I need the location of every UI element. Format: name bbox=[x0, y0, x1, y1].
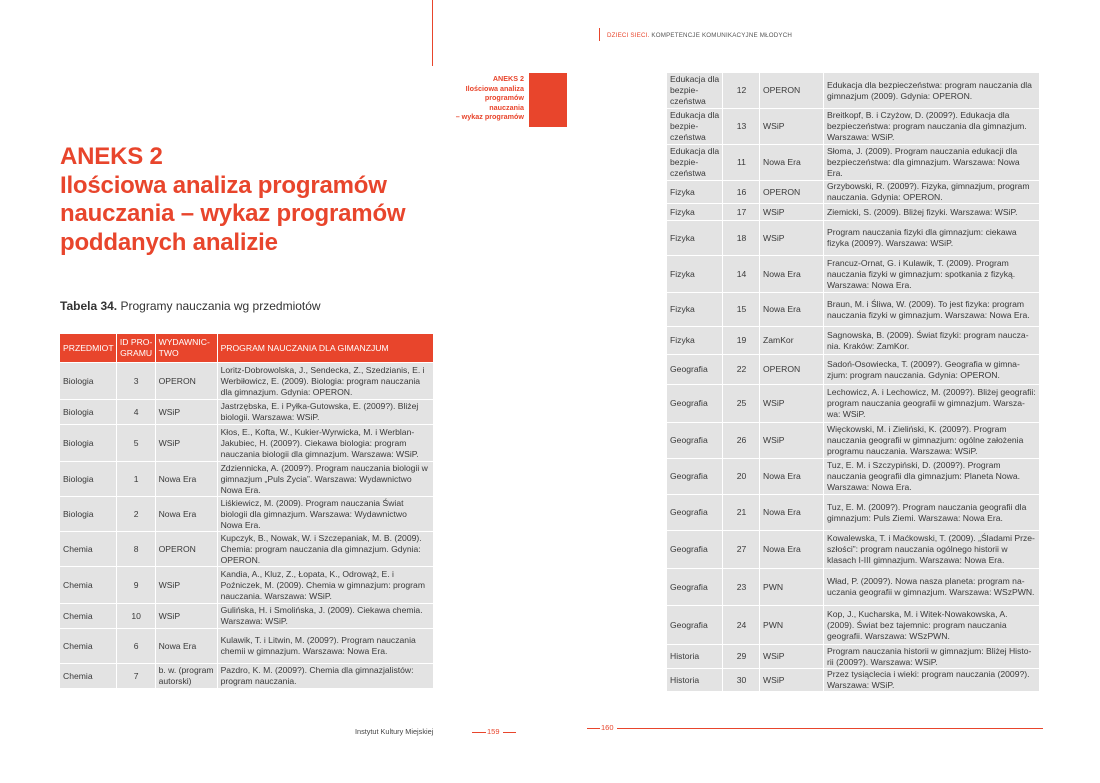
table-row: Biologia 5 WSiP Kłos, E., Kofta, W., Kukier-Wyrwicka, M. i Werblan-Jakubiec, H. (2009?). Ciekawa biologia: program nauczania biologii dla gimnazjum. Warszawa: WSiP. bbox=[60, 425, 434, 462]
table-row: Biologia 4 WSiP Jastrzębska, E. i Pyłka-Gutowska, E. (2009?). Bliżej biologii. Warszawa: WSiP. bbox=[60, 400, 434, 425]
red-marker-block bbox=[529, 73, 567, 127]
table-row: Chemia 8 OPERON Kupczyk, B., Nowak, W. i Szczepaniak, M. B. (2009). Chemia: program nauczania dla gimnazjum. Gdynia: OPERON. bbox=[60, 532, 434, 567]
table-row: Fizyka 16 OPERON Grzybowski, R. (2009?). Fizyka, gimnazjum, program nauczania. Gdynia: OPERON. bbox=[667, 181, 1040, 204]
running-head-rule bbox=[599, 28, 600, 41]
running-head-subtitle: KOMPETENCJE KOMUNIKACYJNE MŁODYCH bbox=[651, 32, 793, 39]
table-row: Edukacja dla bezpie-czeństwa 13 WSiP Breitkopf, B. i Czyżow, D. (2009?). Edukacja dla bezpieczeństwa: program nauczania dla gimnazjum. Warszawa: WSiP. bbox=[667, 109, 1040, 145]
table-row: Fizyka 17 WSiP Ziemicki, S. (2009). Bliżej fizyki. Warszawa: WSiP. bbox=[667, 204, 1040, 221]
table-row: Historia 30 WSiP Przez tysiąclecia i wieki: program nauczania (2009?). Warszawa: WSiP. bbox=[667, 669, 1040, 692]
table-row: Fizyka 14 Nowa Era Francuz-Ornat, G. i Kulawik, T. (2009). Program nauczania fizyki w gimnazjum: spotkania z fizyką. Warszawa: Nowa Era. bbox=[667, 256, 1040, 293]
footer-rule-right-b bbox=[617, 728, 1043, 729]
running-head-title: DZIECI SIECI bbox=[607, 32, 648, 39]
table-row: Geografia 20 Nowa Era Tuz, E. M. i Szczypiński, D. (2009?). Program nauczania geografii dla gimnazjum: Planeta Nowa. Warszawa: Nowa Era. bbox=[667, 459, 1040, 495]
table-row: Geografia 24 PWN Kop, J., Kucharska, M. i Witek-Nowakowska, A. (2009). Świat bez tajemnic: program nauczania geografii. Warszawa: WSzPWN. bbox=[667, 606, 1040, 645]
programs-table-left bbox=[60, 334, 434, 689]
table-row: Geografia 21 Nowa Era Tuz, E. M. (2009?). Program nauczania geografii dla gimnazjum: Puls Ziemi. Warszawa: Nowa Era. bbox=[667, 495, 1040, 531]
footer-institute: Instytut Kultury Miejskiej bbox=[355, 727, 434, 736]
column-header-subject: PRZEDMIOT bbox=[60, 334, 117, 363]
running-head: DZIECI SIECI. KOMPETENCJE KOMUNIKACYJNE MŁODYCH bbox=[607, 32, 793, 39]
footer-rule-left-b bbox=[503, 732, 516, 733]
aneks-sidebar-label: ANEKS 2 Ilościowa analiza programów nauczania – wykaz programów bbox=[455, 74, 524, 121]
page-number-left: 159 bbox=[487, 727, 500, 736]
table-row: Geografia 25 WSiP Lechowicz, A. i Lechowicz, M. (2009?). Bliżej geografii: program nauczania geografii w gimnazjum. Warsza-wa: WSiP. bbox=[667, 385, 1040, 423]
programs-table-right bbox=[667, 73, 1040, 692]
table-row: Geografia 27 Nowa Era Kowalewska, T. i Maćkowski, T. (2009). „Śladami Prze-szłości”: program nauczania ogólnego historii w klasach I-III gimnazjum. Warszawa: Nowa Era. bbox=[667, 531, 1040, 569]
table-row: Historia 29 WSiP Program nauczania historii w gimnazjum: Bliżej Histo-rii (2009?). Warszawa: WSiP. bbox=[667, 645, 1040, 669]
table-row: Chemia 7 b. w. (program autorski) Pazdro, K. M. (2009?). Chemia dla gimnazjalistów: program nauczania. bbox=[60, 664, 434, 689]
table-row: Fizyka 18 WSiP Program nauczania fizyki dla gimnazjum: ciekawa fizyka (2009?). Warszawa: WSiP. bbox=[667, 221, 1040, 256]
table-row: Fizyka 19 ZamKor Sagnowska, B. (2009). Świat fizyki: program naucza-nia. Kraków: ZamKor. bbox=[667, 327, 1040, 355]
table-row: Fizyka 15 Nowa Era Braun, M. i Śliwa, W. (2009). To jest fizyka: program nauczania fizyki w gimnazjum. Warszawa: Nowa Era. bbox=[667, 293, 1040, 327]
table-row: Edukacja dla bezpie-czeństwa 12 OPERON Edukacja dla bezpieczeństwa: program nauczania dla gimnazjum (2009). Gdynia: OPERON. bbox=[667, 73, 1040, 109]
page-title: ANEKS 2 Ilościowa analiza programów nauczania – wykaz programów poddanych analizie bbox=[60, 143, 406, 256]
column-header-program: PROGRAM NAUCZANIA DLA GIMANZJUM bbox=[218, 334, 434, 363]
table-row: Biologia 2 Nowa Era Liśkiewicz, M. (2009). Program nauczania Świat biologii dla gimnazjum. Warszawa: Wydawnictwo Nowa Era. bbox=[60, 497, 434, 532]
table-row: Chemia 6 Nowa Era Kulawik, T. i Litwin, M. (2009?). Program nauczania chemii w gimnazjum. Warszawa: Nowa Era. bbox=[60, 629, 434, 664]
table-caption: Tabela 34. Programy nauczania wg przedmiotów bbox=[60, 299, 321, 313]
page-divider-line bbox=[432, 0, 433, 66]
column-header-id: ID PRO-GRAMU bbox=[117, 334, 156, 363]
column-header-publisher: WYDAWNIC-TWO bbox=[156, 334, 218, 363]
table-row: Geografia 26 WSiP Więckowski, M. i Zieliński, K. (2009?). Program nauczania geografii w gimnazjum: ogólne założenia programu nauczania. Warszawa: WSiP. bbox=[667, 423, 1040, 459]
table-row: Edukacja dla bezpie-czeństwa 11 Nowa Era Słoma, J. (2009). Program nauczania edukacji dla bezpieczeństwa: dla gimnazjum. Warszawa: Nowa Era. bbox=[667, 145, 1040, 181]
table-row: Biologia 1 Nowa Era Zdziennicka, A. (2009?). Program nauczania biologii w gimnazjum „Puls Życia”. Warszawa: Wydawnictwo Nowa Era. bbox=[60, 462, 434, 497]
page-number-right: 160 bbox=[601, 723, 614, 732]
table-row: Geografia 23 PWN Wład, P. (2009?). Nowa nasza planeta: program na-uczania geografii w gimnazjum. Warszawa: WSzPWN. bbox=[667, 569, 1040, 606]
footer-rule-right-a bbox=[587, 728, 600, 729]
table-row: Chemia 10 WSiP Gulińska, H. i Smolińska, J. (2009). Ciekawa chemia. Warszawa: WSiP. bbox=[60, 604, 434, 629]
table-row: Biologia 3 OPERON Loritz-Dobrowolska, J., Sendecka, Z., Szedzianis, E. i Werbiłowicz, E. (2009). Biologia: program nauczania dla gimnazjum. Gdynia: OPERON. bbox=[60, 363, 434, 400]
table-row: Chemia 9 WSiP Kandia, A., Kluz, Z., Łopata, K., Odrowąż, E. i Poźniczek, M. (2009). Chemia w gimnazjum: program nauczania. Warszawa: WSiP. bbox=[60, 567, 434, 604]
table-row: Geografia 22 OPERON Sadoń-Osowiecka, T. (2009?). Geografia w gimna-zjum: program nauczania. Gdynia: OPERON. bbox=[667, 355, 1040, 385]
footer-rule-left-a bbox=[472, 732, 486, 733]
